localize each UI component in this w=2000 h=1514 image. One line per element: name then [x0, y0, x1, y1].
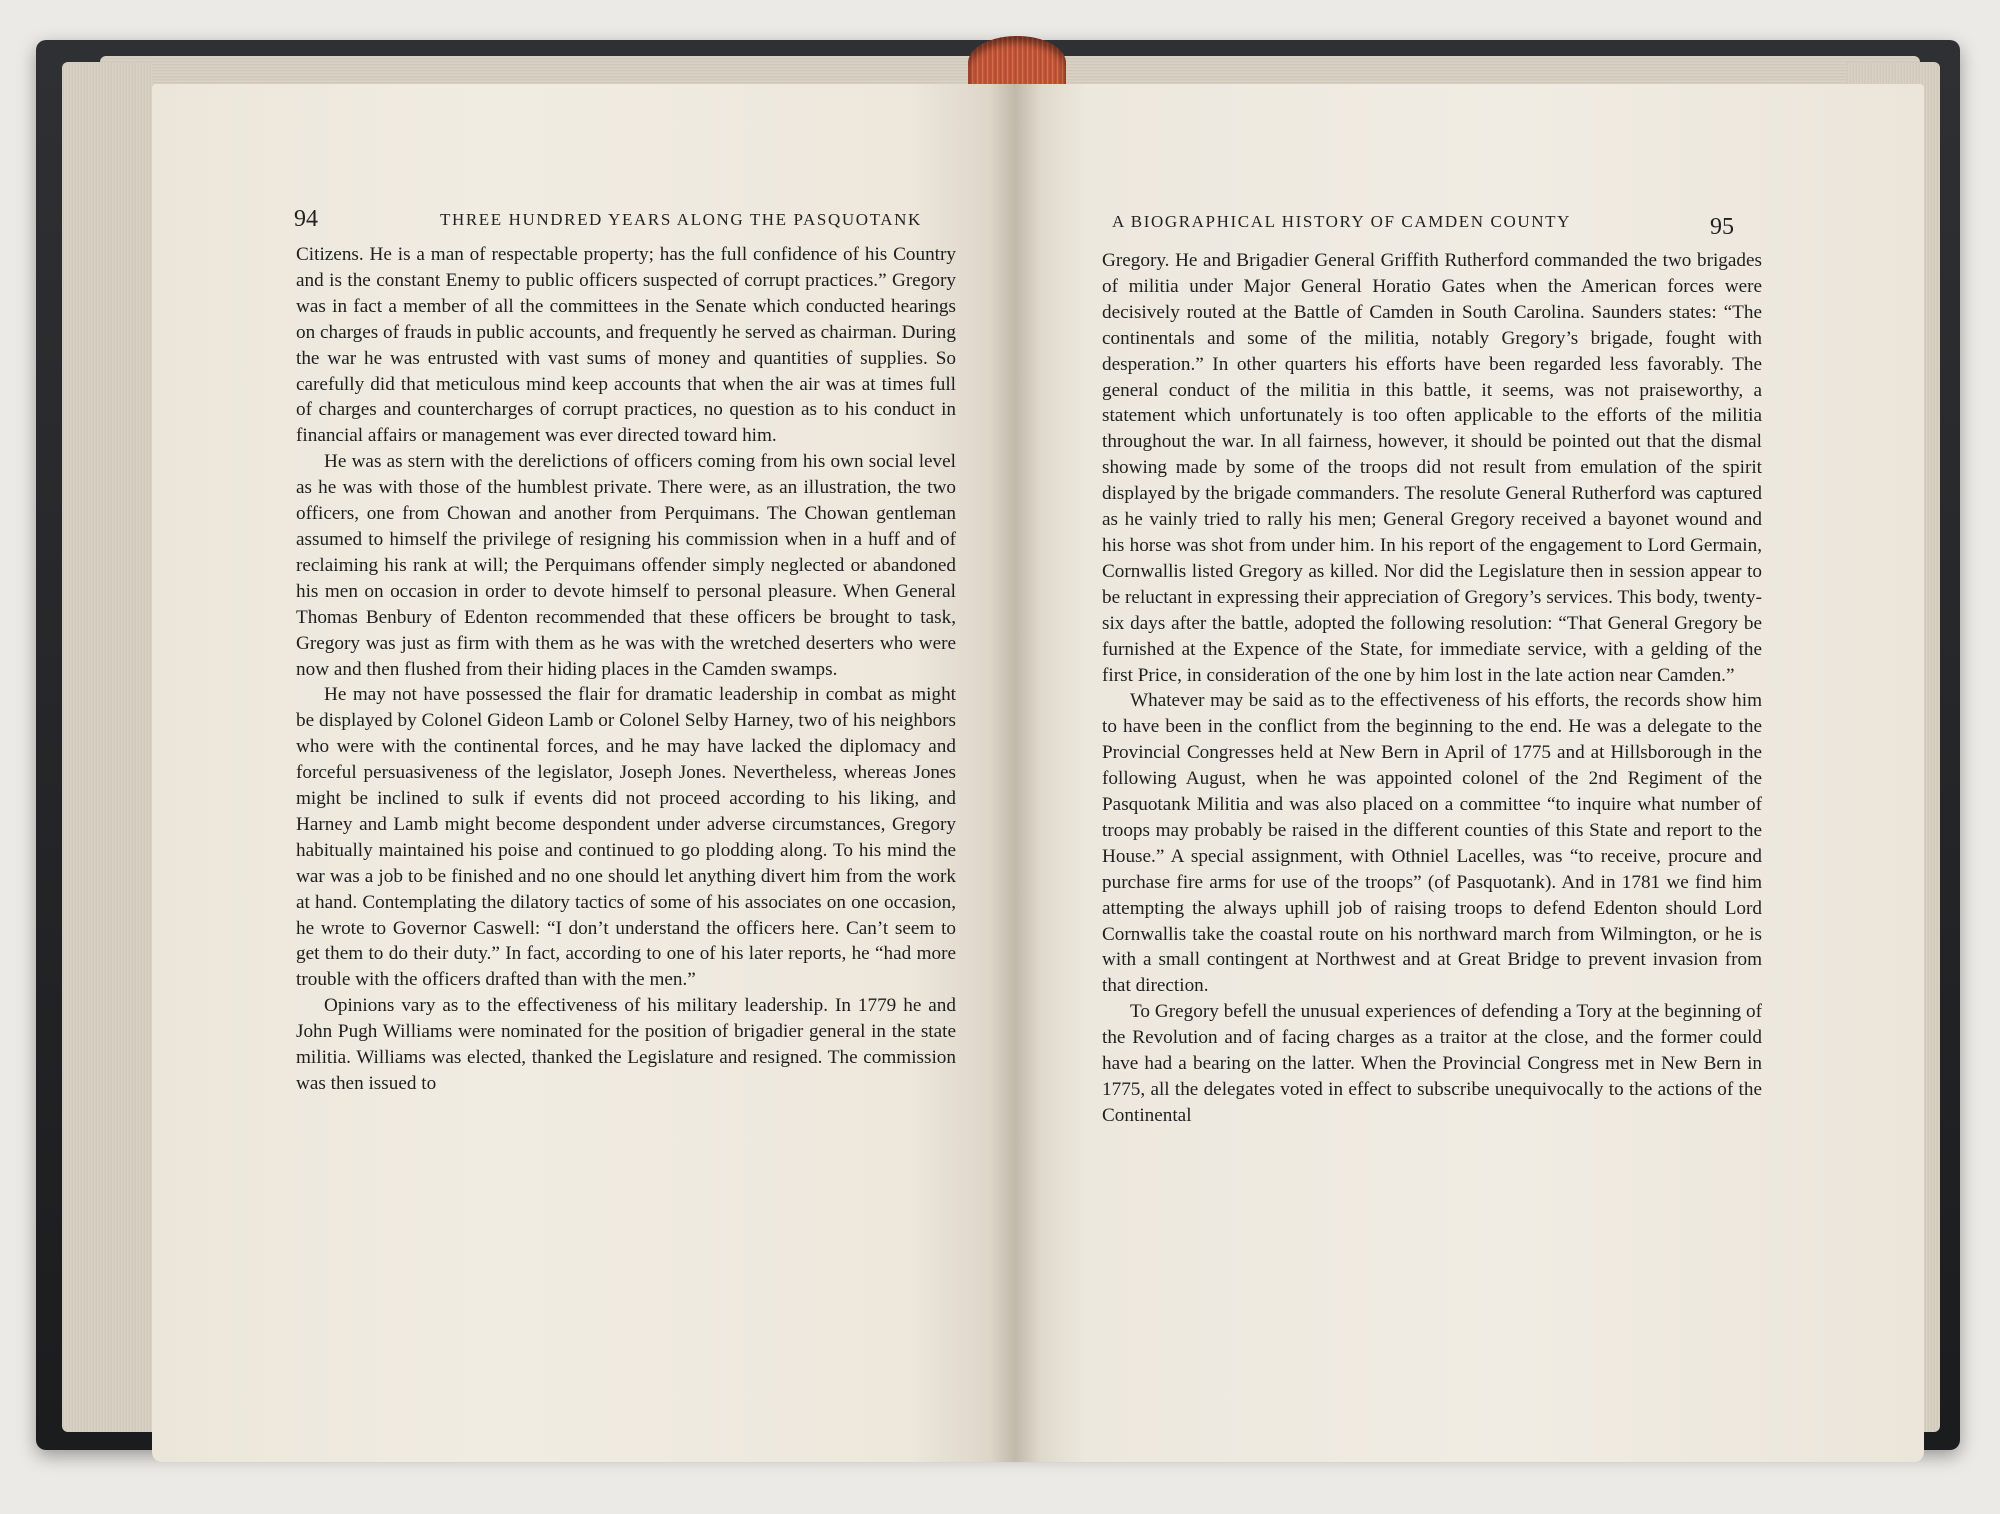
gutter-shadow — [990, 84, 1040, 1462]
paragraph: He may not have possessed the flair for dramatic leadership in combat as might be displayed by Colonel Gideon Lamb or Colonel Selby Harney, two of his neighbors who were with the continental forces, and he may have lacked the diplomacy and forceful persuasiveness of the legislator, Joseph Jones. Nevertheless, whereas Jones might be inclined to sulk if events did not proceed according to his liking, and Harney and Lamb might become despondent under adverse circumstances, Gregory habitually maintained his poise and continued to go plodding along. To his mind the war was a job to be finished and no one should let anything divert him from the work at hand. Contemplating the dilatory tactics of some of his associates on one occasion, he wrote to Governor Caswell: “I don’t understand the officers here. Can’t seem to get them to do their duty.” In fact, according to one of his later reports, he “had more trouble with the officers drafted than with the men.” — [296, 684, 956, 991]
right-body-text — [1102, 248, 1762, 1129]
left-running-head: THREE HUNDRED YEARS ALONG THE PASQUOTANK — [440, 210, 922, 229]
page-edges-left — [62, 62, 152, 1432]
left-body-text — [296, 242, 956, 1097]
paragraph: Gregory. He and Brigadier General Griffith Rutherford commanded the two brigades of militia under Major General Horatio Gates when the American forces were decisively routed at the Battle of Camden in South Carolina. Saunders states: “The continentals and some of the militia, notably Gregory’s brigade, fought with desperation.” In other quarters his efforts have been regarded less favorably. The general conduct of the militia in this battle, it seems, was not praiseworthy, a statement which unfortunately is too often applicable to the efforts of the militia throughout the war. In all fairness, however, it should be pointed out that the dismal showing made by some of the troops did not result from emulation of the spirit displayed by the brigade commanders. The resolute General Rutherford was captured as he vainly tried to rally his men; General Gregory received a bayonet wound and his horse was shot from under him. In his report of the engagement to Lord Germain, Cornwallis listed Gregory as killed. Nor did the Legislature then in session appear to be reluctant in expressing their appreciation of Gregory’s services. This body, twenty-six days after the battle, adopted the following resolution: “That General Gregory be furnished at the Expence of the State, for immediate service, with a gelding of the first Price, in consideration of the one by him lost in the late action near Camden.” — [1102, 250, 1762, 686]
paragraph: Opinions vary as to the effectiveness of his military leadership. In 1779 he and John Pugh Williams were nominated for the position of brigadier general in the state militia. Williams was elected, thanked the Legislature and resigned. The commission was then issued to — [296, 995, 956, 1094]
left-page-number: 94 — [294, 206, 318, 232]
paragraph: Whatever may be said as to the effectiveness of his efforts, the records show him to have been in the conflict from the beginning to the end. He was a delegate to the Provincial Congresses held at New Bern in April of 1775 and at Hillsborough in the following August, when he was appointed colonel of the 2nd Regiment of the Pasquotank Militia and was also placed on a committee “to inquire what number of troops may probably be raised in the different counties of this State and report to the House.” A special assignment, with Othniel Lacelles, was “to receive, procure and purchase fire arms for use of the troops” (of Pasquotank). And in 1781 we find him attempting the always uphill job of raising troops to defend Edenton should Lord Cornwallis take the coastal route on his northward march from Wilmington, or he is with a small contingent at Northwest and at Great Bridge to prevent invasion from that direction. — [1102, 690, 1762, 997]
headband — [968, 36, 1066, 90]
paragraph: To Gregory befell the unusual experiences of defending a Tory at the beginning of the Revolution and of facing charges as a traitor at the close, and the former could have had a bearing on the latter. When the Provincial Congress met in New Bern in 1775, all the delegates voted in effect to subscribe unequivocally to the actions of the Continental — [1102, 1001, 1762, 1126]
right-running-head: A BIOGRAPHICAL HISTORY OF CAMDEN COUNTY — [1112, 212, 1571, 231]
right-page-number: 95 — [1710, 214, 1734, 240]
left-page — [152, 84, 1014, 1462]
paragraph: Citizens. He is a man of respectable property; has the full confidence of his Country and is the constant Enemy to public officers suspected of corrupt practices.” Gregory was in fact a member of all the committees in the Senate which conducted hearings on charges of frauds in public accounts, and frequently he served as chairman. During the war he was entrusted with vast sums of money and quantities of supplies. So carefully did that meticulous mind keep accounts that when the air was at times full of charges and countercharges of corrupt practices, no question as to his conduct in financial affairs or management was ever directed toward him. — [296, 244, 956, 447]
right-page — [1014, 84, 1924, 1462]
paragraph: He was as stern with the derelictions of officers coming from his own social level as he was with those of the humblest private. There were, as an illustration, the two officers, one from Chowan and another from Perquimans. The Chowan gentleman assumed to himself the privilege of resigning his commission when in a huff and of reclaiming his rank at will; the Perquimans offender simply neglected or abandoned his men on occasion in order to devote himself to personal pleasure. When General Thomas Benbury of Edenton recommended that these officers be brought to task, Gregory was just as firm with them as he was with the wretched deserters who were now and then flushed from their hiding places in the Camden swamps. — [296, 451, 956, 680]
